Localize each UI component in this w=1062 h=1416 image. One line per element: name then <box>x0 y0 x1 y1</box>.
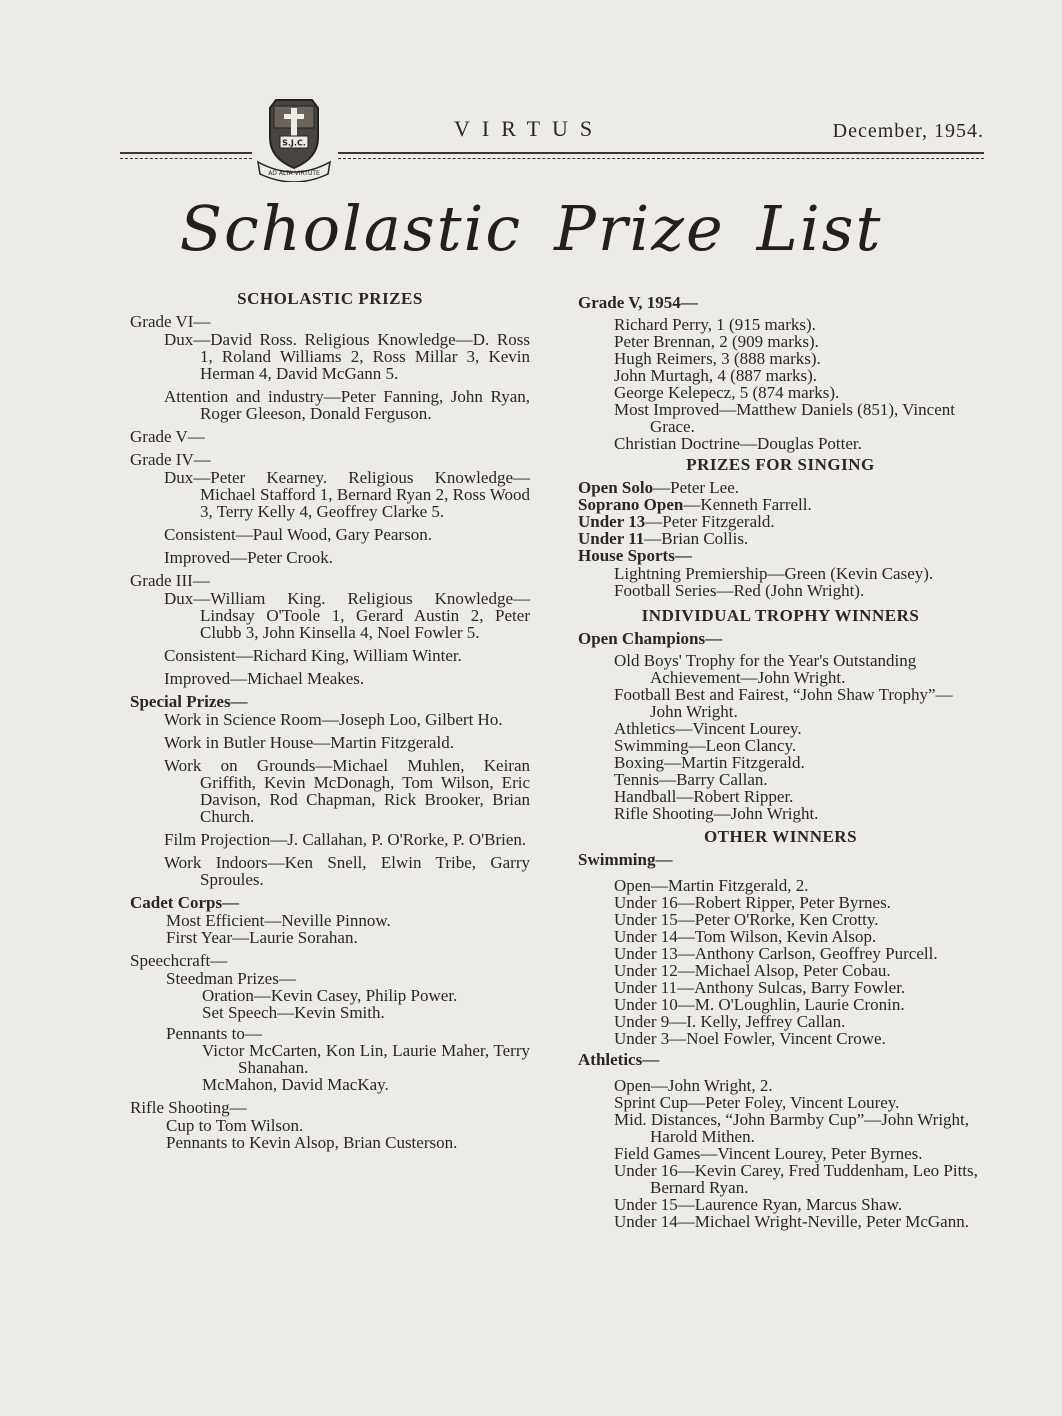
singing-u11-value: —Brian Collis. <box>644 529 749 548</box>
cadet-first-year: First Year—Laurie Sorahan. <box>166 928 358 947</box>
special-indoors: Work Indoors—Ken Snell, Elwin Tribe, Garry Sproules. <box>164 853 530 889</box>
trophy-handball: Handball—Robert Ripper. <box>614 787 794 806</box>
speech-steedman: Steedman Prizes— <box>166 969 296 988</box>
singing-u13-key: Under 13 <box>578 512 646 531</box>
scholastic-prizes-heading: SCHOLASTIC PRIZES <box>237 289 423 308</box>
issue-date: December, 1954. <box>832 120 984 142</box>
singing-soprano-value: —Kenneth Farrell. <box>683 495 812 514</box>
trophy-tennis: Tennis—Barry Callan. <box>614 770 768 789</box>
crest-motto: AD ALTA VIRTUTE <box>268 170 320 177</box>
house-lightning: Lightning Premiership—Green (Kevin Casey). <box>614 564 934 583</box>
ath-open: Open—John Wright, 2. <box>614 1076 773 1095</box>
ath-u15: Under 15—Laurence Ryan, Marcus Shaw. <box>614 1195 903 1214</box>
ath-field: Field Games—Vincent Lourey, Peter Byrnes. <box>614 1144 923 1163</box>
ath-u14: Under 14—Michael Wright-Neville, Peter McGann. <box>614 1212 969 1231</box>
grade-iv-title: Grade IV— <box>130 450 211 469</box>
singing-heading: PRIZES FOR SINGING <box>686 455 875 474</box>
special-prizes-title: Special Prizes— <box>130 692 248 711</box>
special-grounds: Work on Grounds—Michael Muhlen, Keiran Griffith, Kevin McDonagh, Tom Wilson, Eric Davison, Rod Chapman, Rick Brooker, Brian Church. <box>164 756 530 826</box>
grade-iv-improved: Improved—Peter Crook. <box>164 548 334 567</box>
swim-u15: Under 15—Peter O'Rorke, Ken Crotty. <box>614 910 879 929</box>
swim-u14: Under 14—Tom Wilson, Kevin Alsop. <box>614 927 877 946</box>
other-winners-heading: OTHER WINNERS <box>703 827 858 846</box>
swim-u13: Under 13—Anthony Carlson, Geoffrey Purcell. <box>614 944 938 963</box>
singing-under-13 <box>578 513 983 530</box>
speechcraft-title: Speechcraft— <box>130 951 228 970</box>
special-science: Work in Science Room—Joseph Loo, Gilbert Ho. <box>164 710 503 729</box>
singing-soprano-key: Soprano Open <box>578 495 684 514</box>
singing-under-11 <box>578 530 983 547</box>
speech-pennants: Pennants to— <box>166 1024 262 1043</box>
grade-v-most-improved: Most Improved—Matthew Daniels (851), Vincent Grace. <box>614 400 955 436</box>
grade-v-rank-2: Peter Brennan, 2 (909 marks). <box>614 332 819 351</box>
ath-sprint: Sprint Cup—Peter Foley, Vincent Lourey. <box>614 1093 900 1112</box>
ath-mid-distances: Mid. Distances, “John Barmby Cup”—John Wright, Harold Mithen. <box>614 1110 970 1146</box>
trophy-heading: INDIVIDUAL TROPHY WINNERS <box>641 606 920 625</box>
swim-u3: Under 3—Noel Fowler, Vincent Crowe. <box>614 1029 886 1048</box>
grade-iii-title: Grade III— <box>130 571 210 590</box>
rifle-pennants: Pennants to Kevin Alsop, Brian Custerson. <box>166 1133 458 1152</box>
magazine-name: VIRTUS <box>454 116 605 141</box>
singing-open-solo-key: Open Solo <box>578 478 654 497</box>
rifle-cup: Cup to Tom Wilson. <box>166 1116 304 1135</box>
swim-u12: Under 12—Michael Alsop, Peter Cobau. <box>614 961 891 980</box>
grade-vi-title: Grade VI— <box>130 312 211 331</box>
grade-v-rank-5: George Kelepecz, 5 (874 marks). <box>614 383 840 402</box>
title-word-2: Prize <box>554 192 725 265</box>
swimming-title: Swimming— <box>578 850 673 869</box>
swim-u11: Under 11—Anthony Sulcas, Barry Fowler. <box>614 978 906 997</box>
open-champions-title: Open Champions— <box>578 629 723 648</box>
cadet-efficient: Most Efficient—Neville Pinnow. <box>166 911 391 930</box>
grade-iv-consistent: Consistent—Paul Wood, Gary Pearson. <box>164 525 432 544</box>
swim-open: Open—Martin Fitzgerald, 2. <box>614 876 809 895</box>
trophy-athletics: Athletics—Vincent Lourey. <box>614 719 802 738</box>
speech-set: Set Speech—Kevin Smith. <box>202 1003 385 1022</box>
swim-u16: Under 16—Robert Ripper, Peter Byrnes. <box>614 893 891 912</box>
trophy-swimming: Swimming—Leon Clancy. <box>614 736 797 755</box>
singing-u11-key: Under 11 <box>578 529 645 548</box>
house-sports-title: House Sports— <box>578 546 692 565</box>
singing-u13-value: —Peter Fitzgerald. <box>645 512 775 531</box>
swim-u9: Under 9—I. Kelly, Jeffrey Callan. <box>614 1012 846 1031</box>
grade-v-1954-title: Grade V, 1954— <box>578 293 698 312</box>
title-word-3: List <box>756 192 883 265</box>
page-title <box>0 192 1062 265</box>
grade-iii-consistent: Consistent—Richard King, William Winter. <box>164 646 462 665</box>
speech-pennants-1: Victor McCarten, Kon Lin, Laurie Maher, Terry Shanahan. <box>202 1041 530 1077</box>
rifle-shooting-title: Rifle Shooting— <box>130 1098 247 1117</box>
school-crest-icon <box>254 96 334 182</box>
header-rule-right <box>338 152 984 159</box>
title-word-1: Scholastic <box>179 192 523 265</box>
grade-vi-dux: Dux—David Ross. Religious Knowledge—D. Ross 1, Roland Williams 2, Ross Millar 3, Kevin Herman 4, David McGann 5. <box>164 330 530 383</box>
grade-v-rank-4: John Murtagh, 4 (887 marks). <box>614 366 818 385</box>
swim-u10: Under 10—M. O'Loughlin, Laurie Cronin. <box>614 995 905 1014</box>
athletics-title: Athletics— <box>578 1050 660 1069</box>
grade-v-title: Grade V— <box>130 427 205 446</box>
speech-pennants-2: McMahon, David MacKay. <box>202 1075 389 1094</box>
grade-vi-attention: Attention and industry—Peter Fanning, John Ryan, Roger Gleeson, Donald Ferguson. <box>164 387 530 423</box>
grade-v-rank-3: Hugh Reimers, 3 (888 marks). <box>614 349 821 368</box>
trophy-boxing: Boxing—Martin Fitzgerald. <box>614 753 805 772</box>
trophy-rifle: Rifle Shooting—John Wright. <box>614 804 819 823</box>
grade-iii-improved: Improved—Michael Meakes. <box>164 669 365 688</box>
singing-open-solo <box>578 479 983 496</box>
left-column <box>130 288 530 1151</box>
right-column <box>578 288 983 1230</box>
special-film: Film Projection—J. Callahan, P. O'Rorke, P. O'Brien. <box>164 830 527 849</box>
ath-u16: Under 16—Kevin Carey, Fred Tuddenham, Leo Pitts, Bernard Ryan. <box>614 1161 978 1197</box>
singing-open-solo-value: —Peter Lee. <box>653 478 740 497</box>
singing-soprano-open <box>578 496 983 513</box>
header-rule-left <box>120 152 252 159</box>
grade-iv-dux: Dux—Peter Kearney. Religious Knowledge—Michael Stafford 1, Bernard Ryan 2, Ross Wood 3, Terry Kelly 4, Geoffrey Clarke 5. <box>164 468 530 521</box>
trophy-football: Football Best and Fairest, “John Shaw Trophy”—John Wright. <box>614 685 953 721</box>
cadet-corps-title: Cadet Corps— <box>130 893 240 912</box>
trophy-old-boys: Old Boys' Trophy for the Year's Outstanding Achievement—John Wright. <box>614 651 917 687</box>
grade-v-rank-1: Richard Perry, 1 (915 marks). <box>614 315 816 334</box>
special-butler: Work in Butler House—Martin Fitzgerald. <box>164 733 454 752</box>
speech-oration: Oration—Kevin Casey, Philip Power. <box>202 986 458 1005</box>
house-football: Football Series—Red (John Wright). <box>614 581 865 600</box>
grade-v-christian-doctrine: Christian Doctrine—Douglas Potter. <box>614 434 862 453</box>
grade-iii-dux: Dux—William King. Religious Knowledge—Lindsay O'Toole 1, Gerard Austin 2, Peter Clubb 3, John Kinsella 4, Noel Fowler 5. <box>164 589 530 642</box>
crest-initials: S.J.C. <box>282 138 306 148</box>
